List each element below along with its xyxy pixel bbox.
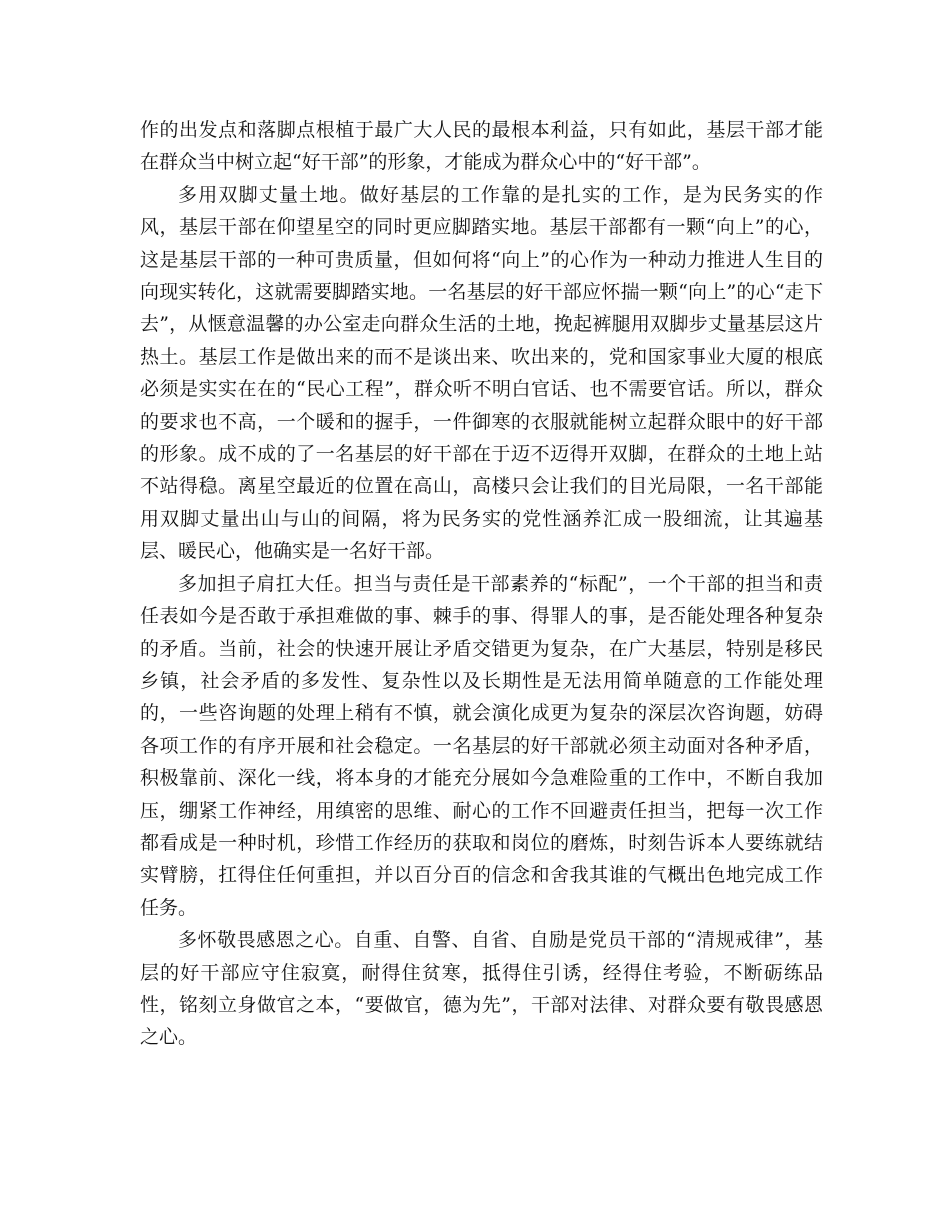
document-page <box>140 114 823 1054</box>
paragraph-continuation: 作的出发点和落脚点根植于最广大人民的最根本利益，只有如此，基层干部才能在群众当中树立起“好干部”的形象，才能成为群众心中的“好干部”。 <box>140 119 823 174</box>
paragraph-feet-measure-land: 多用双脚丈量土地。做好基层的工作靠的是扎实的工作，是为民务实的作风，基层干部在仰望星空的同时更应脚踏实地。基层干部都有一颗“向上”的心，这是基层干部的一种可贵质量，但如何将“向上”的心作为一种动力推进人生目的向现实转化，这就需要脚踏实地。一名基层的好干部应怀揣一颗“向上”的心“走下去”，从惬意温馨的办公室走向群众生活的土地，挽起裤腿用双脚步丈量基层这片热土。基层工作是做出来的而不是谈出来、吹出来的，党和国家事业大厦的根底必须是实实在在的“民心工程”，群众听不明白官话、也不需要官话。所以，群众的要求也不高，一个暖和的握手，一件御寒的衣服就能树立起群众眼中的好干部的形象。成不成的了一名基层的好干部在于迈不迈得开双脚，在群众的土地上站不站得稳。离星空最近的位置在高山，高楼只会让我们的目光局限，一名干部能用双脚丈量出山与山的间隔，将为民务实的党性涵养汇成一股细流，让其遍基层、暖民心，他确实是一名好干部。 <box>140 183 823 563</box>
paragraph-reverence-gratitude: 多怀敬畏感恩之心。自重、自警、自省、自励是党员干部的“清规戒律”，基层的好干部应守住寂寞，耐得住贫寒，抵得住引诱，经得住考验，不断砺练品性，铭刻立身做官之本，“要做官，德为先”，干部对法律、对群众要有敬畏感恩之心。 <box>140 929 823 1049</box>
paragraph-shoulder-responsibility: 多加担子肩扛大任。担当与责任是干部素养的“标配”，一个干部的担当和责任表如今是否敢于承担难做的事、棘手的事、得罪人的事，是否能处理各种复杂的矛盾。当前，社会的快速开展让矛盾交错更为复杂，在广大基层，特别是移民乡镇，社会矛盾的多发性、复杂性以及长期性是无法用简单随意的工作能处理的，一些咨询题的处理上稍有不慎，就会演化成更为复杂的深层次咨询题，妨碍各项工作的有序开展和社会稳定。一名基层的好干部就必须主动面对各种矛盾，积极靠前、深化一线，将本身的才能充分展如今急难险重的工作中，不断自我加压，绷紧工作神经，用缜密的思维、耐心的工作不回避责任担当，把每一次工作都看成是一种时机，珍惜工作经历的获取和岗位的磨炼，时刻告诉本人要练就结实臂膀，扛得住任何重担，并以百分百的信念和舍我其谁的气概出色地完成工作任务。 <box>140 572 823 919</box>
